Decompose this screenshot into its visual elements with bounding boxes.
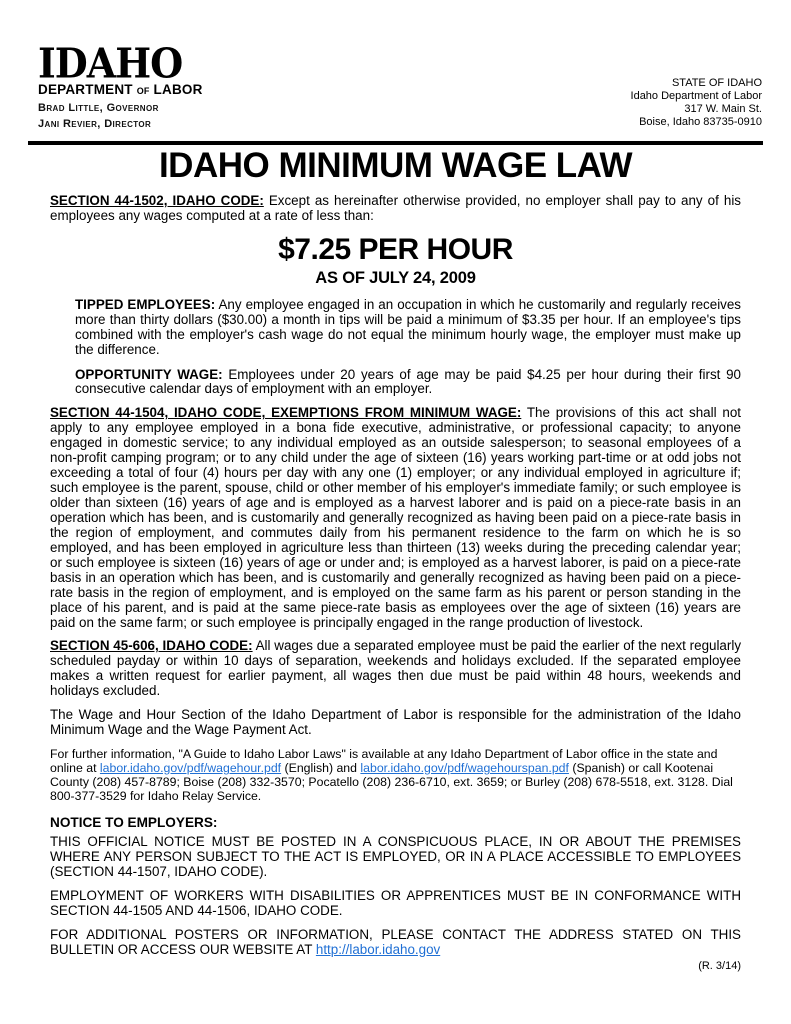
address-line-dept: Idaho Department of Labor [630, 89, 762, 102]
document-body [0, 194, 791, 972]
section-44-1502-text: Except as hereinafter otherwise provided, no employer shall pay to any of his employees any wages computed at a rate of less than: [50, 192, 741, 223]
agency-address-block [631, 46, 762, 129]
minimum-wage-effective-date: AS OF JULY 24, 2009 [315, 268, 476, 287]
disabilities-apprentices-paragraph: EMPLOYMENT OF WORKERS WITH DISABILITIES OR APPRENTICES MUST BE IN CONFORMANCE WITH SECTION 44-1505 AND 44-1506, IDAHO CODE. [50, 887, 741, 918]
section-45-606-text: All wages due a separated employee must be paid the earlier of the next regularly scheduled payday or within 10 days of separation, weekends and holidays excluded. If the separated employee makes a written request for earlier payment, all wages then due must be paid within 48 hours, weekends and holidays excluded. [50, 638, 742, 699]
opportunity-wage-label: OPPORTUNITY WAGE: [75, 366, 223, 382]
further-information-paragraph [50, 747, 741, 803]
further-info-mid-text: (English) and [281, 761, 361, 776]
governor-line: Brad Little, Governor [38, 102, 159, 115]
section-44-1502-paragraph [50, 194, 741, 224]
section-44-1504-text: The provisions of this act shall not apply to any employee employed in a bona fide executive, administrative, or professional capacity; to anyone engaged in domestic service; to any individual employed as an outside salesperson; to seasonal employees of a non-profit camping program; or to any child under the age of sixteen (16) years working part-time or at odd jobs not exceeding a total of four (4) hours per day with any one (1) employer; or any individual employed in agriculture if; such employee is the parent, spouse, child or other member of his employer's immediate family; or such employee is older than sixteen (16) years of age and is employed as a harvest laborer and is paid on a piece-rate basis in an operation which has been, and is customarily and generally recognized as having been paid on a piece-rate basis in the region of employment, and commutes daily from his permanent residence to the farm on which he is so employed, and has been employed in agriculture less than thirteen (13) weeks during the preceding calendar year; or such employee is sixteen (16) years of age or under and; is employed as a harvest laborer, is paid on a piece-rate basis in an operation which has been, and is customarily and generally recognized as having been paid on a piece-rate basis in the region of employment, and is employed on the same farm as his parent or person standing in the place of his parent, and is paid at the same piece-rate basis as employees over the age of sixteen (16) years are paid on the same farm; or such employee is principally engaged in the range production of livestock. [50, 405, 741, 630]
page-title: IDAHO MINIMUM WAGE LAW [158, 146, 633, 186]
labor-idaho-gov-link[interactable]: http://labor.idaho.gov [315, 941, 441, 957]
section-45-606-label: SECTION 45-606, IDAHO CODE: [50, 638, 253, 654]
tipped-employees-text: Any employee engaged in an occupation in which he customarily and regularly receives more than thirty dollars ($30.00) a month in tips will be paid a minimum of $3.35 per hour. If an employee's tips combined with the employer's cash wage do not equal the minimum hourly wage, the employer must make up the difference. [75, 296, 742, 357]
idaho-logo-wordmark: IDAHO [38, 38, 183, 88]
tipped-employees-paragraph [75, 298, 741, 358]
wage-hour-section-paragraph: The Wage and Hour Section of the Idaho Department of Labor is responsible for the administration of the Idaho Minimum Wage and the Wage Payment Act. [50, 707, 741, 738]
further-info-pre-text: For further information, "A Guide to Idaho Labor Laws" is available at any Idaho Department of Labor office in the state and online at [50, 747, 718, 776]
section-45-606-paragraph [50, 639, 741, 699]
revision-number: (R. 3/14) [698, 959, 741, 972]
logo-officials [38, 101, 203, 133]
section-44-1504-paragraph [50, 406, 741, 630]
wagehour-pdf-link[interactable]: labor.idaho.gov/pdf/wagehour.pdf [99, 761, 282, 776]
header-divider-rule [28, 141, 763, 145]
additional-posters-paragraph [50, 928, 741, 958]
additional-posters-text: FOR ADDITIONAL POSTERS OR INFORMATION, PLEASE CONTACT THE ADDRESS STATED ON THIS BULLETIN OR ACCESS OUR WEBSITE AT [50, 926, 741, 957]
director-line: Jani Revier, Director [38, 118, 152, 131]
logo-department-line: DEPARTMENT of LABOR [38, 82, 203, 98]
opportunity-wage-paragraph [75, 368, 741, 398]
section-44-1504-label: SECTION 44-1504, IDAHO CODE, EXEMPTIONS FROM MINIMUM WAGE: [50, 405, 522, 421]
minimum-wage-amount: $7.25 PER HOUR [278, 232, 513, 266]
tipped-employees-label: TIPPED EMPLOYEES: [75, 296, 216, 312]
section-44-1502-label: SECTION 44-1502, IDAHO CODE: [50, 192, 264, 208]
address-line-state: STATE OF IDAHO [671, 77, 762, 89]
address-line-city: Boise, Idaho 83735-0910 [639, 115, 762, 128]
notice-to-employers-heading: NOTICE TO EMPLOYERS: [50, 815, 218, 831]
official-notice-paragraph: THIS OFFICIAL NOTICE MUST BE POSTED IN A CONSPICUOUS PLACE, IN OR ABOUT THE PREMISES WHERE ANY PERSON SUBJECT TO THE ACT IS EMPLOYED, OR IN A PLACE ACCESSIBLE TO EMPLOYEES (SECTION 44-1507, IDAHO CODE). [50, 834, 741, 880]
header [0, 0, 791, 133]
wagehourspan-pdf-link[interactable]: labor.idaho.gov/pdf/wagehourspan.pdf [360, 761, 569, 776]
further-info-phones-text: (Spanish) or call Kootenai County (208) 457-8789; Boise (208) 332-3570; Pocatello (208) 236-6710, ext. 3659; or Burley (208) 678-5518, ext. 3128. Dial 800-377-3529 for Idaho Relay Service. [50, 761, 733, 804]
agency-logo [38, 38, 203, 133]
address-line-street: 317 W. Main St. [684, 102, 762, 115]
opportunity-wage-text: Employees under 20 years of age may be paid $4.25 per hour during their first 90 consecutive calendar days of employment with an employer. [75, 366, 741, 397]
